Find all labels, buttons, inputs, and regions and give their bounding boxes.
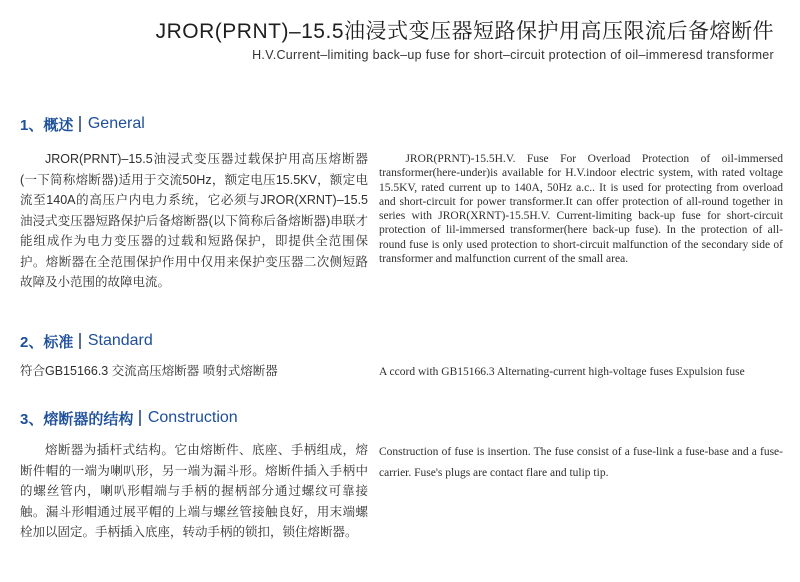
construction-text-english: Construction of fuse is insertion. The fuse consist of a fuse-link a fuse-base and a fuse-carrier. Fuse's plugs are contact flare and tulip tip.: [379, 446, 783, 479]
paragraph: 熔断器为插杆式结构。它由熔断件、底座、手柄组成，熔断件帽的一端为喇叭形，另一端为漏斗形。熔断件插入手柄中的螺丝管内，喇叭形帽端与手柄的握柄部分通过螺纹可靠接触。漏斗形帽通过展平帽的上端与螺丝管接触良好，用末端螺栓加以固定。手柄插入底座，转动手柄的锁扣，锁住熔断器。: [20, 443, 368, 539]
section-number-title: 2、标准: [20, 333, 74, 351]
general-text-english: JROR(PRNT)-15.5H.V. Fuse For Overload Protection of oil-immersed transformer(here-under)is available for H.V.indoor electric system, with rated voltage 15.5KV, rated current up to 140A, 50Hz a.c.. It is used for protecting from overload and short-circuit for power transformer.It can offer protection of all-round together in series with JROR(XRNT)-15.5H.V. Current-limiting back-up fuse for short-circuit protection of lil-immersed transformer(here back-up fuse). In the protection of all-round fuse is only used protection to short-circuit malfunction of the secondary side of transformer and malfunction current of the small area.: [379, 153, 783, 266]
heading-divider: [79, 116, 81, 132]
section-heading-general: [20, 113, 145, 135]
section-heading-construction: [20, 407, 238, 429]
standard-text-english: A ccord with GB15166.3 Alternating-current high-voltage fuses Expulsion fuse: [379, 366, 745, 378]
heading-divider: [79, 333, 81, 349]
construction-text-chinese: [20, 440, 368, 543]
paragraph: 符合GB15166.3 交流高压熔断器 喷射式熔断器: [20, 364, 278, 378]
page-title-english: H.V.Current–limiting back–up fuse for short–circuit protection of oil–immeresd transformer: [252, 48, 774, 62]
section-number-title: 1、概述: [20, 116, 74, 134]
section-title-english: Standard: [87, 332, 153, 349]
page-header: [156, 20, 774, 62]
heading-divider: [139, 410, 141, 426]
paragraph: JROR(PRNT)–15.5油浸式变压器过载保护用高压熔断器(一下简称熔断器)适用于交流50Hz，额定电压15.5KV，额定电流至140A的高压户内电力系统，它必须与JROR(XRNT)–15.5油浸式变压器短路保护后备熔断器(以下简称后备熔断器)串联才能组成作为电力变压器的过载和短路保护，即提供全范围保护。熔断器在全范围保护作用中仅用来保护变压器二次侧短路故障及小范围的故障电流。: [20, 152, 368, 289]
section-title-english: General: [87, 115, 145, 132]
general-text-chinese: [20, 149, 368, 293]
section-heading-standard: [20, 330, 153, 352]
page-title-chinese: JROR(PRNT)–15.5油浸式变压器短路保护用高压限流后备熔断件: [155, 20, 774, 43]
standard-text-chinese: [20, 361, 368, 382]
section-title-english: Construction: [147, 409, 238, 426]
section-number-title: 3、熔断器的结构: [20, 410, 134, 428]
